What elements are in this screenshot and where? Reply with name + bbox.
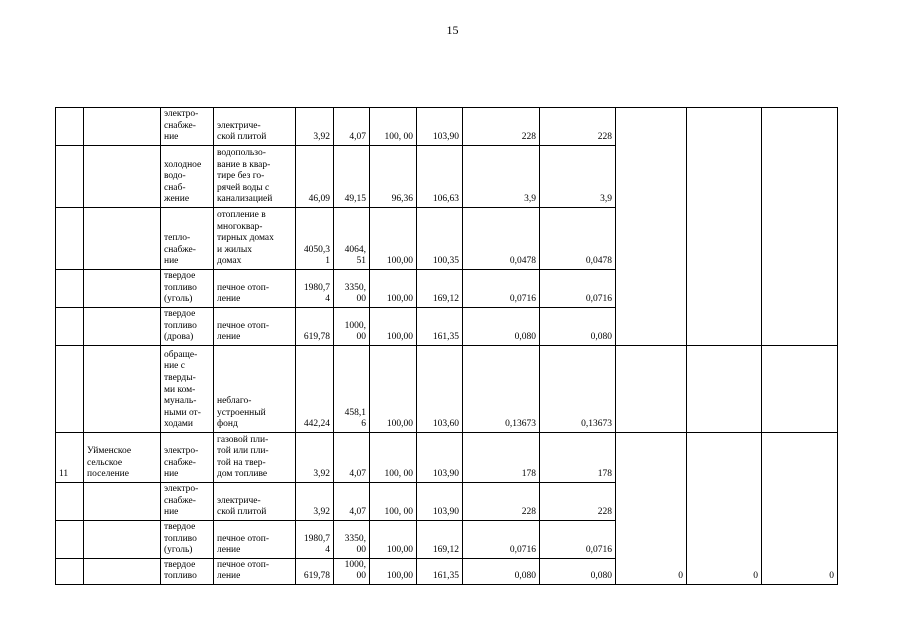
value-5: 0,080	[463, 308, 540, 346]
value-4: 161,35	[417, 559, 463, 585]
value-2: 49,15	[334, 146, 370, 208]
consumption-type: электриче- ской плитой	[214, 483, 296, 521]
service-name: твердое топливо	[161, 559, 214, 585]
value-5: 3,9	[463, 146, 540, 208]
value-4: 103,90	[417, 108, 463, 146]
value-1: 3,92	[296, 483, 334, 521]
value-6: 0,0716	[540, 521, 616, 559]
value-1: 3,92	[296, 433, 334, 483]
settlement-name	[84, 346, 161, 433]
row-number	[56, 483, 84, 521]
empty-cell	[687, 108, 762, 346]
group-value-1: 0	[616, 433, 687, 585]
tariff-table	[55, 107, 838, 585]
value-2: 3350, 00	[334, 270, 370, 308]
value-1: 442,24	[296, 346, 334, 433]
value-3: 100, 00	[370, 108, 417, 146]
value-3: 96,36	[370, 146, 417, 208]
empty-cell	[687, 346, 762, 433]
row-number	[56, 308, 84, 346]
value-4: 103,90	[417, 433, 463, 483]
value-1: 3,92	[296, 108, 334, 146]
table-row	[56, 433, 838, 483]
value-6: 0,0478	[540, 208, 616, 270]
row-number: 11	[56, 433, 84, 483]
value-2: 1000, 00	[334, 308, 370, 346]
consumption-type: печное отоп- ление	[214, 521, 296, 559]
value-3: 100, 00	[370, 433, 417, 483]
group-value-3: 0	[762, 433, 838, 585]
settlement-name	[84, 559, 161, 585]
value-6: 3,9	[540, 146, 616, 208]
value-4: 169,12	[417, 270, 463, 308]
row-number	[56, 559, 84, 585]
settlement-name: Уйменское сельское поселение	[84, 433, 161, 483]
value-1: 4050,3 1	[296, 208, 334, 270]
value-6: 0,080	[540, 308, 616, 346]
value-6: 0,0716	[540, 270, 616, 308]
value-3: 100,00	[370, 308, 417, 346]
value-2: 1000, 00	[334, 559, 370, 585]
service-name: твердое топливо (уголь)	[161, 270, 214, 308]
value-6: 0,080	[540, 559, 616, 585]
settlement-name	[84, 270, 161, 308]
service-name: тепло- снабже- ние	[161, 208, 214, 270]
consumption-type: водопользо- вание в квар- тире без го- рячей воды с канализацией	[214, 146, 296, 208]
empty-cell	[762, 108, 838, 346]
empty-cell	[762, 346, 838, 433]
value-1: 1980,7 4	[296, 270, 334, 308]
empty-cell	[616, 346, 687, 433]
value-5: 0,0716	[463, 521, 540, 559]
value-2: 4,07	[334, 483, 370, 521]
value-5: 178	[463, 433, 540, 483]
value-4: 100,35	[417, 208, 463, 270]
settlement-name	[84, 208, 161, 270]
value-4: 106,63	[417, 146, 463, 208]
consumption-type: печное отоп- ление	[214, 559, 296, 585]
service-name: обраще- ние с тверды- ми ком- муналь- ными от- ходами	[161, 346, 214, 433]
consumption-type: газовой пли- той или пли- той на твер- дом топливе	[214, 433, 296, 483]
value-3: 100,00	[370, 270, 417, 308]
group-value-2: 0	[687, 433, 762, 585]
value-1: 1980,7 4	[296, 521, 334, 559]
settlement-name	[84, 308, 161, 346]
settlement-name	[84, 483, 161, 521]
value-2: 4064, 51	[334, 208, 370, 270]
row-number	[56, 146, 84, 208]
value-2: 3350, 00	[334, 521, 370, 559]
value-6: 228	[540, 483, 616, 521]
value-3: 100,00	[370, 346, 417, 433]
consumption-type: печное отоп- ление	[214, 270, 296, 308]
value-4: 103,60	[417, 346, 463, 433]
page-number: 15	[446, 23, 459, 37]
value-3: 100,00	[370, 521, 417, 559]
settlement-name	[84, 108, 161, 146]
service-name: электро- снабже- ние	[161, 483, 214, 521]
value-5: 0,0716	[463, 270, 540, 308]
settlement-name	[84, 521, 161, 559]
value-5: 0,13673	[463, 346, 540, 433]
value-1: 619,78	[296, 559, 334, 585]
value-4: 103,90	[417, 483, 463, 521]
table-row	[56, 108, 838, 146]
value-2: 458,1 6	[334, 346, 370, 433]
value-2: 4,07	[334, 108, 370, 146]
row-number	[56, 346, 84, 433]
value-5: 0,0478	[463, 208, 540, 270]
value-2: 4,07	[334, 433, 370, 483]
service-name: холодное водо- снаб- жение	[161, 146, 214, 208]
service-name: электро- снабже- ние	[161, 108, 214, 146]
consumption-type: электриче- ской плитой	[214, 108, 296, 146]
value-1: 619,78	[296, 308, 334, 346]
value-5: 228	[463, 483, 540, 521]
consumption-type: печное отоп- ление	[214, 308, 296, 346]
row-number	[56, 521, 84, 559]
service-name: электро- снабже- ние	[161, 433, 214, 483]
consumption-type: неблаго- устроенный фонд	[214, 346, 296, 433]
service-name: твердое топливо (дрова)	[161, 308, 214, 346]
value-3: 100,00	[370, 559, 417, 585]
value-5: 228	[463, 108, 540, 146]
value-1: 46,09	[296, 146, 334, 208]
settlement-name	[84, 146, 161, 208]
value-6: 178	[540, 433, 616, 483]
empty-cell	[616, 108, 687, 346]
table-row	[56, 346, 838, 433]
value-3: 100, 00	[370, 483, 417, 521]
row-number	[56, 208, 84, 270]
value-6: 228	[540, 108, 616, 146]
service-name: твердое топливо (уголь)	[161, 521, 214, 559]
value-4: 169,12	[417, 521, 463, 559]
value-4: 161,35	[417, 308, 463, 346]
consumption-type: отопление в многоквар- тирных домах и жилых домах	[214, 208, 296, 270]
row-number	[56, 270, 84, 308]
value-3: 100,00	[370, 208, 417, 270]
value-6: 0,13673	[540, 346, 616, 433]
value-5: 0,080	[463, 559, 540, 585]
row-number	[56, 108, 84, 146]
